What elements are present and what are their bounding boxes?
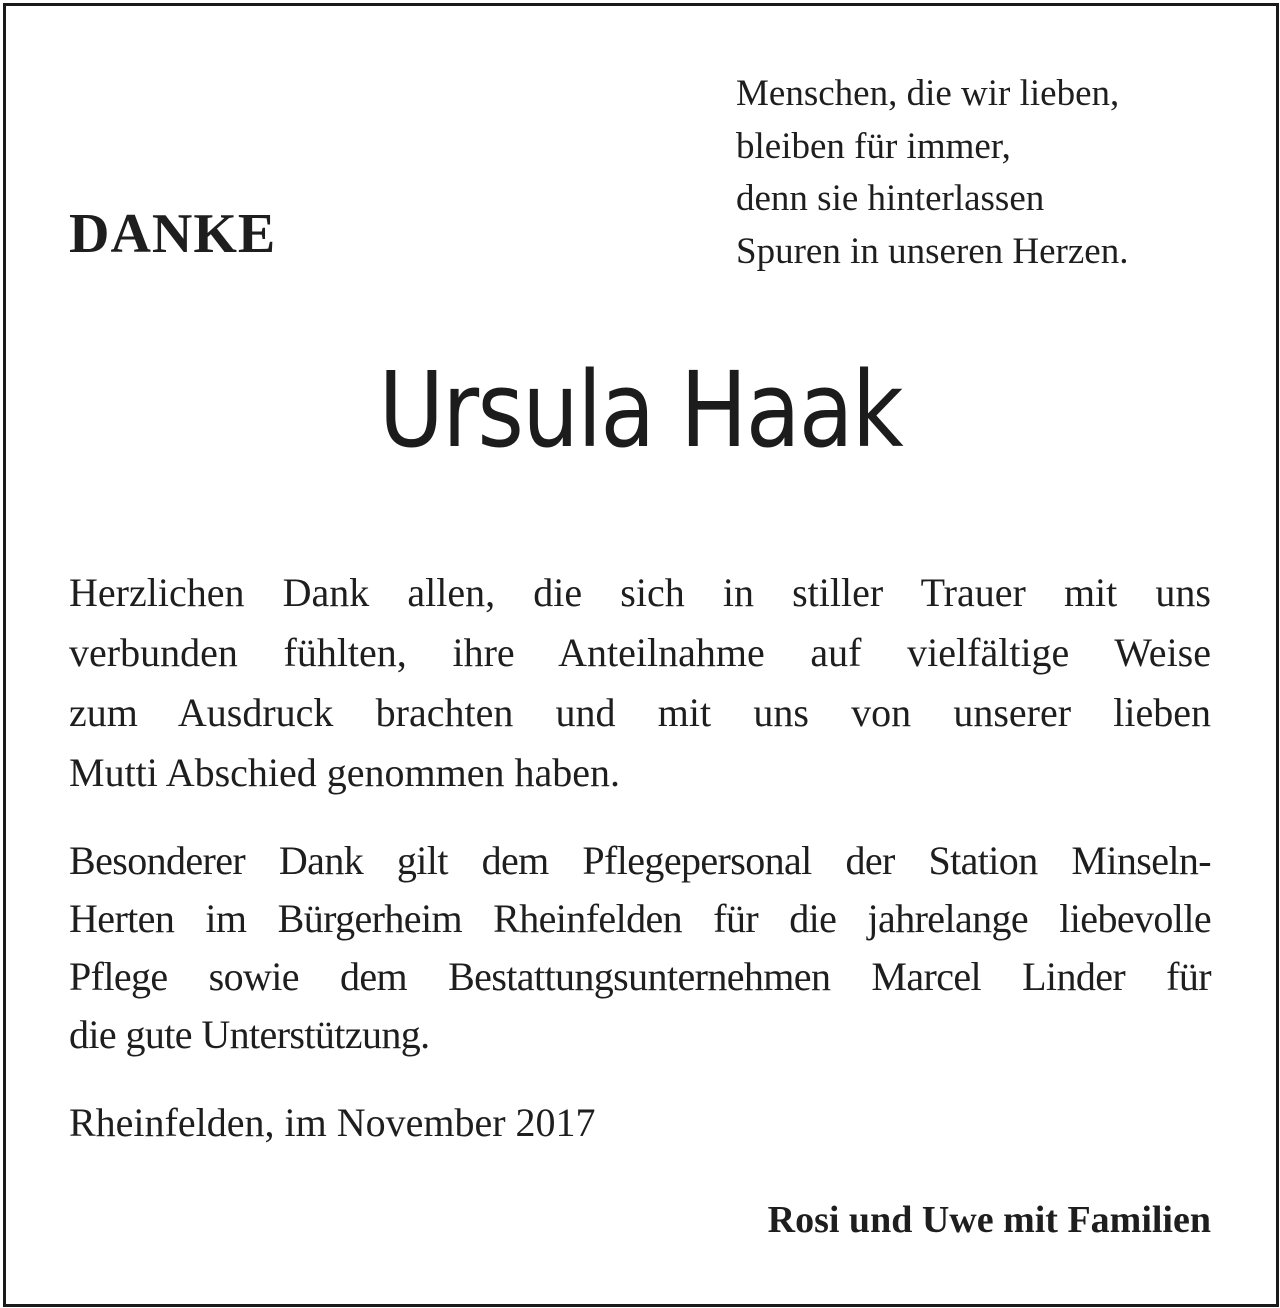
verse-line: denn sie hinterlassen xyxy=(736,178,1045,219)
paragraph-line: Herten im Bürgerheim Rheinfelden für die jahrelange liebevolle xyxy=(69,896,1211,941)
verse-line: bleiben für immer, xyxy=(736,125,1011,167)
verse-line: Menschen, die wir lieben, xyxy=(736,73,1120,114)
deceased-name: Ursula Haak xyxy=(378,349,902,471)
paragraph-line: Pflege sowie dem Bestattungsunternehmen Marcel Linder für xyxy=(69,954,1211,999)
special-thanks-paragraph xyxy=(69,832,1211,1064)
paragraph-line: zum Ausdruck brachten und mit uns von unserer lieben xyxy=(69,690,1211,735)
paragraph-line: Herzlichen Dank allen, die sich in stiller Trauer mit uns xyxy=(69,570,1211,615)
thanks-paragraph xyxy=(69,563,1211,803)
paragraph-line: Mutti Abschied genommen haben. xyxy=(69,750,621,795)
paragraph-line: Besonderer Dank gilt dem Pflegepersonal der Station Minseln- xyxy=(69,838,1211,883)
paragraph-line: die gute Unterstützung. xyxy=(69,1012,430,1057)
verse xyxy=(736,68,1216,278)
heading-danke: DANKE xyxy=(69,203,277,265)
paragraph-line: verbunden fühlten, ihre Anteilnahme auf vielfältige Weise xyxy=(69,630,1211,675)
verse-line: Spuren in unseren Herzen. xyxy=(736,230,1129,272)
place-date: Rheinfelden, im November 2017 xyxy=(69,1100,596,1145)
signature: Rosi und Uwe mit Familien xyxy=(767,1199,1211,1241)
